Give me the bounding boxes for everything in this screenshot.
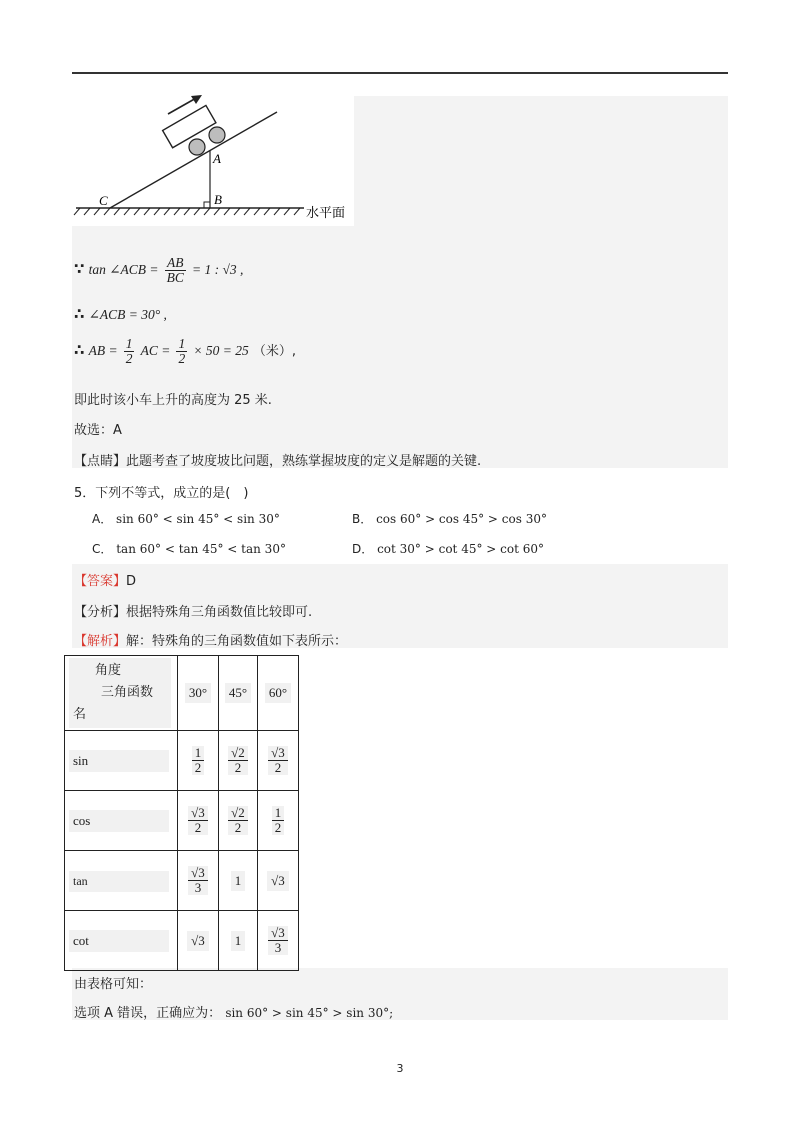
header-rule bbox=[72, 72, 728, 74]
table-row-name: cos bbox=[65, 791, 178, 851]
table-header-45: 45° bbox=[219, 656, 258, 731]
option-a-correction: 选项 A 错误，正确应为： sin 60° > sin 45° > sin 30°; bbox=[74, 1006, 394, 1021]
page-number: 3 bbox=[396, 1062, 404, 1075]
slope-figure bbox=[72, 92, 362, 227]
table-cell: $\frac{√3}{2}$ bbox=[258, 731, 299, 791]
option-d: D． cot 30° > cot 45° > cot 60° bbox=[352, 542, 544, 556]
table-row bbox=[65, 851, 299, 911]
table-cell: $\frac{1}{2}$ bbox=[178, 731, 219, 791]
solution-line-3: ∴ AB = $\frac{1}{2}$ AC = $\frac{1}{2}$ × 50 = 25 （米）, bbox=[74, 336, 297, 367]
table-cell: $\frac{√3}{3}$ bbox=[258, 911, 299, 971]
question-stem: 5．下列不等式，成立的是( ) bbox=[74, 486, 249, 501]
table-header-30: 30° bbox=[178, 656, 219, 731]
solution-intro-line: 【解析】解：特殊角的三角函数值如下表所示： bbox=[74, 634, 348, 649]
table-cell: 1 bbox=[219, 851, 258, 911]
table-cell: √3 bbox=[258, 851, 299, 911]
solution-line-2: ∴ ∠ACB = 30° , bbox=[74, 305, 167, 323]
option-b: B． cos 60° > cos 45° > cos 30° bbox=[352, 512, 547, 526]
ground-label: 水平面 bbox=[306, 206, 346, 221]
table-corner-cell: 角度 三角函数 名 bbox=[65, 656, 178, 731]
table-row bbox=[65, 911, 299, 971]
table-conclusion-intro: 由表格可知： bbox=[74, 977, 153, 992]
cart-wheel bbox=[209, 127, 225, 143]
table-cell: $\frac{√2}{2}$ bbox=[219, 731, 258, 791]
label-c: C bbox=[99, 193, 108, 208]
table-header-60: 60° bbox=[258, 656, 299, 731]
table-cell: √3 bbox=[178, 911, 219, 971]
conclusion-text: 即此时该小车上升的高度为 25 米. bbox=[74, 393, 272, 408]
cart-wheel bbox=[189, 139, 205, 155]
right-angle-mark bbox=[204, 202, 210, 208]
table-cell: $\frac{√2}{2}$ bbox=[219, 791, 258, 851]
table-row-name: sin bbox=[65, 731, 178, 791]
table-cell: 1 bbox=[219, 911, 258, 971]
figure-side-panel bbox=[354, 96, 728, 226]
solution-line-1: ∵ tan ∠ACB = $\frac{AB}{BC}$ = 1 : √3 , bbox=[74, 255, 244, 286]
comment-text: 【点睛】此题考查了坡度坡比问题，熟练掌握坡度的定义是解题的关键. bbox=[74, 454, 482, 469]
answer-line: 【答案】D bbox=[74, 574, 137, 589]
table-cell: $\frac{1}{2}$ bbox=[258, 791, 299, 851]
label-a: A bbox=[213, 151, 221, 166]
table-row-name: cot bbox=[65, 911, 178, 971]
option-a: A． sin 60° < sin 45° < sin 30° bbox=[92, 512, 280, 526]
option-c: C． tan 60° < tan 45° < tan 30° bbox=[92, 542, 286, 556]
table-cell: $\frac{√3}{3}$ bbox=[178, 851, 219, 911]
table-row bbox=[65, 731, 299, 791]
table-cell: $\frac{√3}{2}$ bbox=[178, 791, 219, 851]
choice-text: 故选：A bbox=[74, 423, 122, 438]
trig-value-table bbox=[64, 655, 299, 971]
analysis-line: 【分析】根据特殊角三角函数值比较即可. bbox=[74, 605, 313, 620]
table-row bbox=[65, 791, 299, 851]
label-b: B bbox=[214, 192, 222, 207]
table-row-name: tan bbox=[65, 851, 178, 911]
